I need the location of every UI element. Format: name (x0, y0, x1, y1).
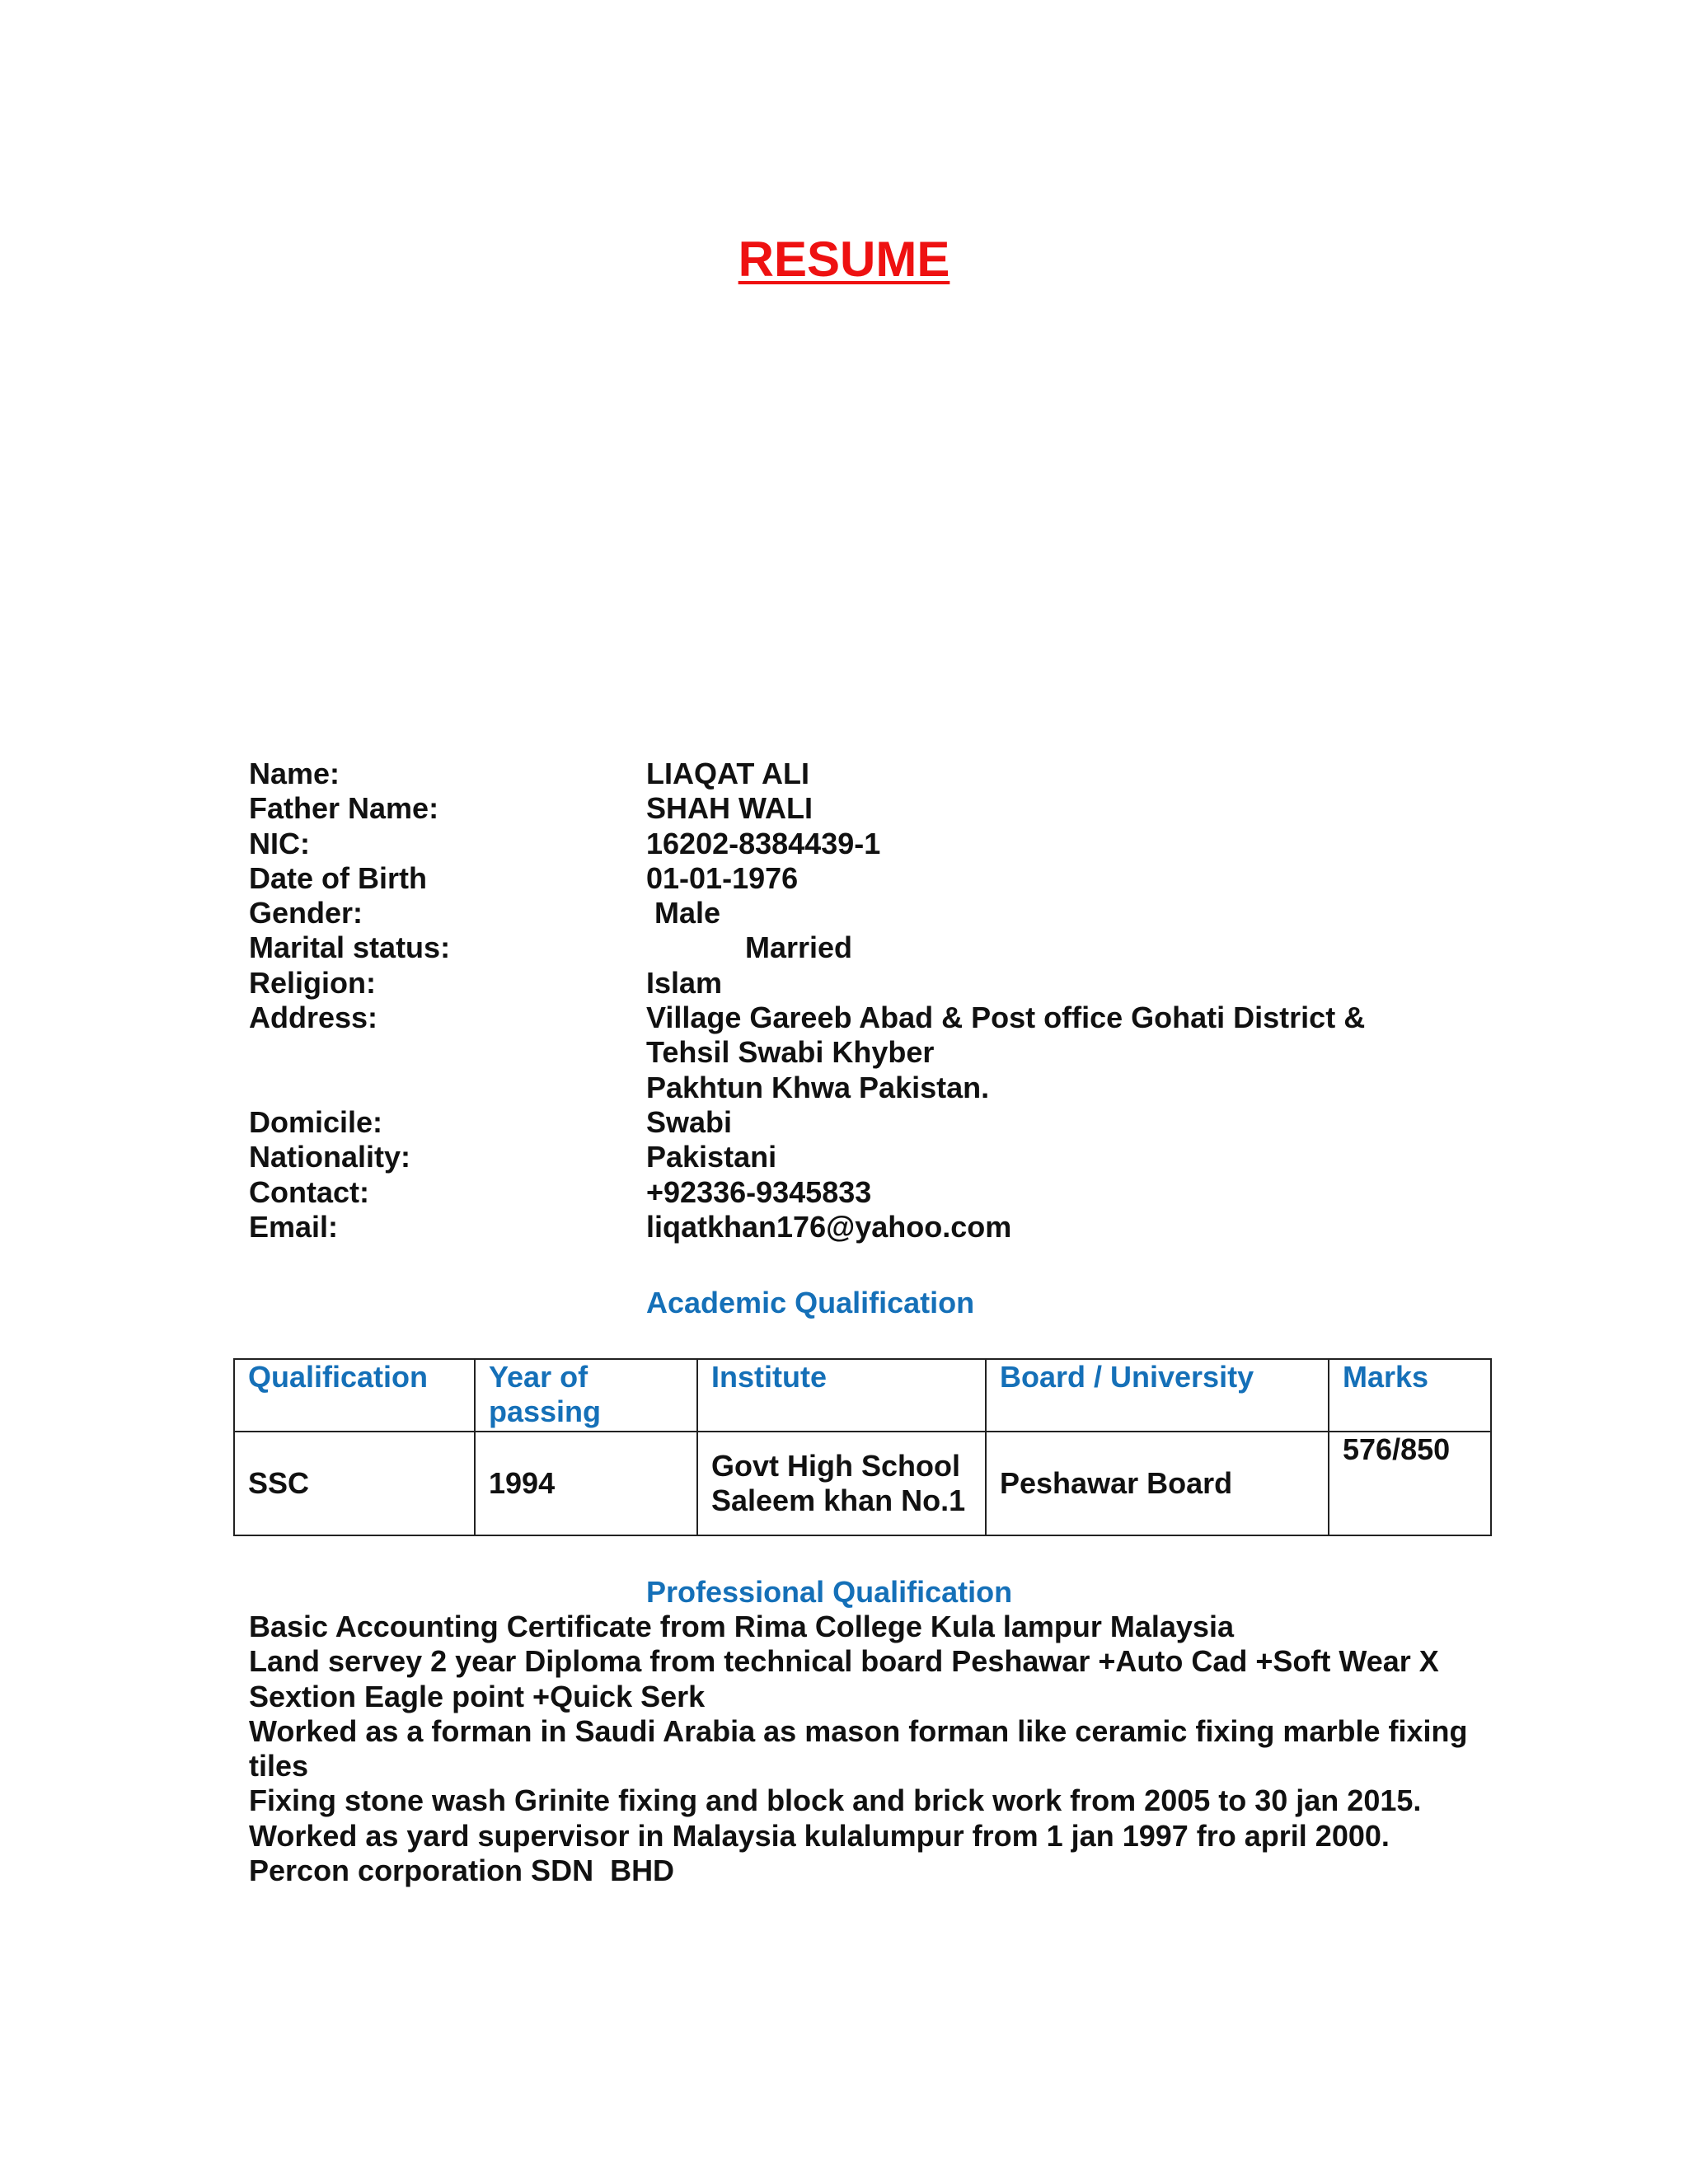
father-name-label: Father Name: (249, 791, 439, 826)
religion-label: Religion: (249, 965, 376, 1000)
header-board-university: Board / University (986, 1359, 1329, 1432)
religion-value: Islam (646, 965, 723, 1000)
address-line-3: Pakhtun Khwa Pakistan. (646, 1070, 990, 1104)
header-qualification: Qualification (234, 1359, 475, 1432)
header-marks: Marks (1329, 1359, 1491, 1432)
nic-label: NIC: (249, 826, 310, 860)
professional-qualification-heading: Professional Qualification (646, 1575, 1013, 1609)
info-row-domicile (249, 1105, 1485, 1140)
info-row-nationality (249, 1140, 1485, 1174)
nationality-label: Nationality: (249, 1140, 411, 1174)
info-row-nic (249, 827, 1485, 861)
dob-value: 01-01-1976 (646, 860, 799, 895)
domicile-value: Swabi (646, 1104, 733, 1139)
nic-value: 16202-8384439-1 (646, 826, 881, 860)
personal-info (249, 757, 1485, 1244)
address-line-2: Tehsil Swabi Khyber (646, 1035, 935, 1070)
marital-status-label: Marital status: (249, 930, 451, 965)
name-label: Name: (249, 757, 340, 790)
gender-value: Male (654, 896, 721, 930)
marital-status-value: Married (745, 930, 853, 965)
name-value: LIAQAT ALI (646, 757, 809, 790)
list-item: Fixing stone wash Grinite fixing and block and brick work from 2005 to 30 jan 2015. (249, 1783, 1422, 1818)
contact-label: Contact: (249, 1174, 369, 1209)
info-row-contact (249, 1175, 1485, 1210)
info-row-email (249, 1210, 1485, 1244)
email-label: Email: (249, 1209, 339, 1244)
info-row-religion (249, 966, 1485, 1001)
list-item: Basic Accounting Certificate from Rima College Kula lampur Malaysia (249, 1610, 1234, 1643)
professional-qualification-list (249, 1610, 1476, 1888)
info-row-dob (249, 861, 1485, 896)
info-row-name (249, 757, 1485, 791)
cell-year-of-passing: 1994 (475, 1432, 697, 1535)
address-label: Address: (249, 1001, 378, 1035)
gender-label: Gender: (249, 896, 363, 930)
list-item: Worked as yard supervisor in Malaysia kulalumpur from 1 jan 1997 fro april 2000. (249, 1818, 1390, 1853)
email-value: liqatkhan176@yahoo.com (646, 1209, 1012, 1244)
cell-marks: 576/850 (1329, 1432, 1491, 1535)
header-year-of-passing: Year of passing (475, 1359, 697, 1432)
address-value (646, 1001, 1485, 1105)
cell-board-university: Peshawar Board (986, 1432, 1329, 1535)
contact-value: +92336-9345833 (646, 1174, 872, 1209)
academic-qualification-table (233, 1358, 1492, 1536)
dob-label: Date of Birth (249, 860, 427, 895)
list-item: Worked as a forman in Saudi Arabia as mason forman like ceramic fixing marble fixing tiles (249, 1713, 1476, 1783)
header-institute: Institute (697, 1359, 986, 1432)
info-row-father-name (249, 791, 1485, 826)
info-row-gender (249, 896, 1485, 930)
list-item: Percon corporation SDN BHD (249, 1854, 675, 1888)
nationality-value: Pakistani (646, 1140, 777, 1174)
father-name-value: SHAH WALI (646, 791, 813, 826)
domicile-label: Domicile: (249, 1104, 383, 1139)
resume-title: RESUME (738, 232, 950, 287)
cell-qualification: SSC (234, 1432, 475, 1535)
academic-qualification-heading: Academic Qualification (646, 1286, 975, 1319)
table-header-row (234, 1359, 1491, 1432)
table-row (234, 1432, 1491, 1535)
info-row-address (249, 1001, 1485, 1105)
list-item: Land servey 2 year Diploma from technical board Peshawar +Auto Cad +Soft Wear X Sextion Eagle point +Quick Serk (249, 1644, 1447, 1713)
info-row-marital-status (249, 930, 1485, 965)
cell-institute: Govt High School Saleem khan No.1 (697, 1432, 986, 1535)
address-line-1: Village Gareeb Abad & Post office Gohati District & (646, 1001, 1366, 1035)
